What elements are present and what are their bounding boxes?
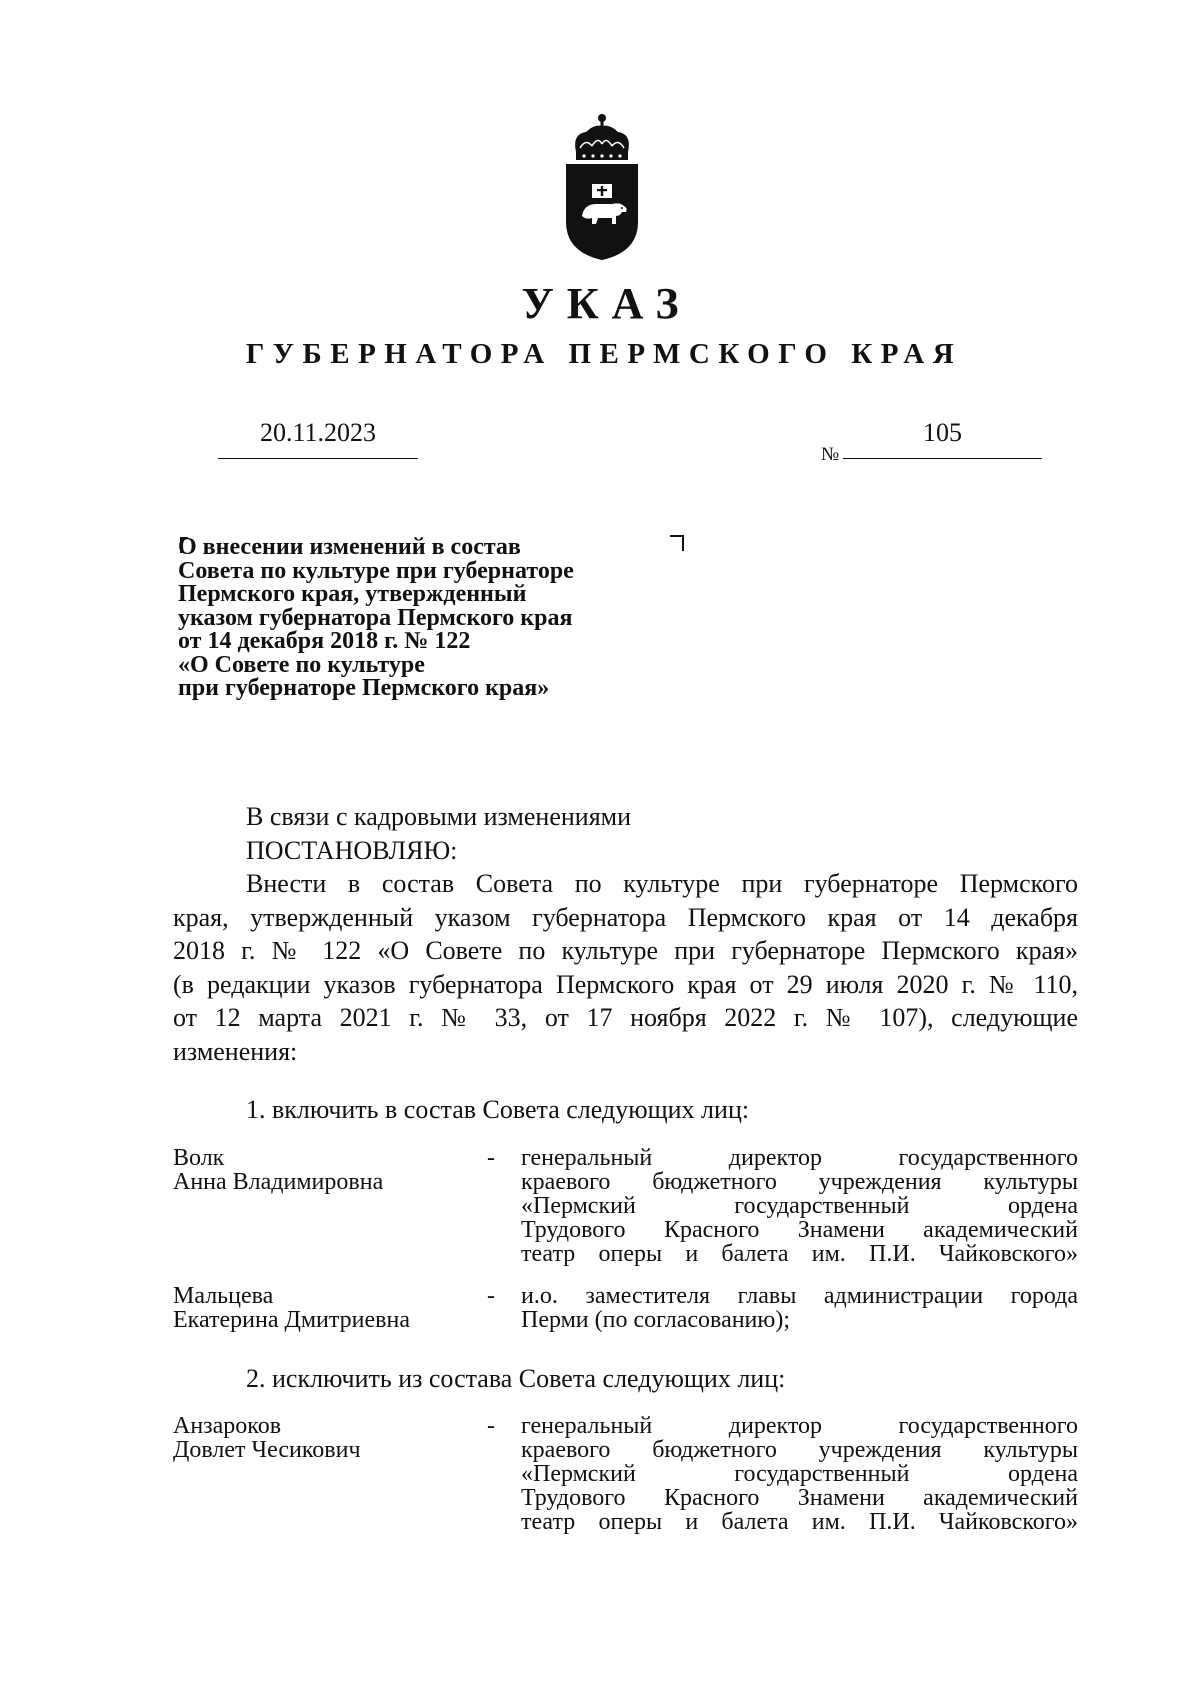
heading-corner-right xyxy=(670,535,684,551)
decree-date: 20.11.2023 xyxy=(218,418,418,459)
decree-subtitle: ГУБЕРНАТОРА ПЕРМСКОГО КРАЯ xyxy=(245,338,963,370)
paragraph-line: (в редакции указов губернатора Пермского края от 29 июля 2020 г. № 110, xyxy=(173,969,1078,999)
member-surname: Мальцева xyxy=(173,1283,274,1309)
member-given-names: Анна Владимировна xyxy=(173,1169,384,1195)
member-name xyxy=(173,1284,473,1332)
position-line: «Пермский государственный ордена xyxy=(521,1193,1078,1219)
position-line: театр оперы и балета им. П.И. Чайковского» xyxy=(521,1509,1078,1535)
paragraph-line: Внести в состав Совета по культуре при губернаторе Пермского xyxy=(246,869,1078,898)
member-name xyxy=(173,1146,473,1194)
perm-krai-coat-of-arms-icon xyxy=(562,112,642,262)
member-surname: Анзароков xyxy=(173,1413,282,1439)
position-line: Перми (по согласованию); xyxy=(521,1307,790,1333)
heading-line: О внесении изменений в состав xyxy=(178,534,521,560)
member-dash: - xyxy=(487,1145,495,1171)
paragraph-line: 2018 г. № 122 «О Совете по культуре при губернаторе Пермского края» xyxy=(173,936,1078,965)
paragraph-line: от 12 марта 2021 г. № 33, от 17 ноября 2022 г. № 107), следующие xyxy=(173,1003,1078,1032)
paragraph-line: края, утвержденный указом губернатора Пермского края от 14 декабря xyxy=(173,902,1078,932)
position-line: Трудового Красного Знамени академический xyxy=(521,1217,1078,1243)
decree-title: УКАЗ xyxy=(521,279,692,328)
paragraph-line: изменения: xyxy=(173,1036,298,1066)
member-position xyxy=(521,1284,1078,1332)
member-surname: Волк xyxy=(173,1145,225,1171)
member-entry xyxy=(173,1146,1078,1276)
member-dash: - xyxy=(487,1413,495,1439)
position-line: генеральный директор государственного xyxy=(521,1413,1078,1439)
position-line: Трудового Красного Знамени академический xyxy=(521,1485,1078,1511)
position-line: краевого бюджетного учреждения культуры xyxy=(521,1169,1078,1195)
heading-line: «О Совете по культуре xyxy=(178,651,425,678)
resolve-line: ПОСТАНОВЛЯЮ: xyxy=(246,835,458,865)
heading-line: указом губернатора Пермского края xyxy=(178,604,573,631)
exclude-item: 2. исключить из состава Совета следующих лиц: xyxy=(246,1364,786,1393)
member-position xyxy=(521,1414,1078,1534)
heading-line: Совета по культуре при губернаторе xyxy=(178,557,574,584)
member-name xyxy=(173,1414,473,1462)
heading-line: от 14 декабря 2018 г. № 122 xyxy=(178,628,471,654)
decree-heading xyxy=(178,536,658,701)
heading-line: при губернаторе Пермского края» xyxy=(178,675,550,701)
decree-body xyxy=(173,800,1078,1068)
member-dash: - xyxy=(487,1283,495,1309)
position-line: театр оперы и балета им. П.И. Чайковского» xyxy=(521,1241,1078,1267)
heading-line: Пермского края, утвержденный xyxy=(178,581,527,607)
preamble-line: В связи с кадровыми изменениями xyxy=(246,802,632,831)
member-given-names: Довлет Чесикович xyxy=(173,1437,361,1463)
member-entry xyxy=(173,1414,1078,1544)
position-line: «Пермский государственный ордена xyxy=(521,1461,1078,1487)
position-line: генеральный директор государственного xyxy=(521,1145,1078,1171)
include-item: 1. включить в состав Совета следующих лиц: xyxy=(246,1095,750,1124)
member-entry xyxy=(173,1284,1078,1344)
position-line: краевого бюджетного учреждения культуры xyxy=(521,1437,1078,1463)
member-position xyxy=(521,1146,1078,1266)
member-given-names: Екатерина Дмитриевна xyxy=(173,1307,410,1333)
decree-number: 105 xyxy=(843,418,1042,459)
number-label: № xyxy=(821,444,840,465)
position-line: и.о. заместителя главы администрации города xyxy=(521,1283,1078,1309)
